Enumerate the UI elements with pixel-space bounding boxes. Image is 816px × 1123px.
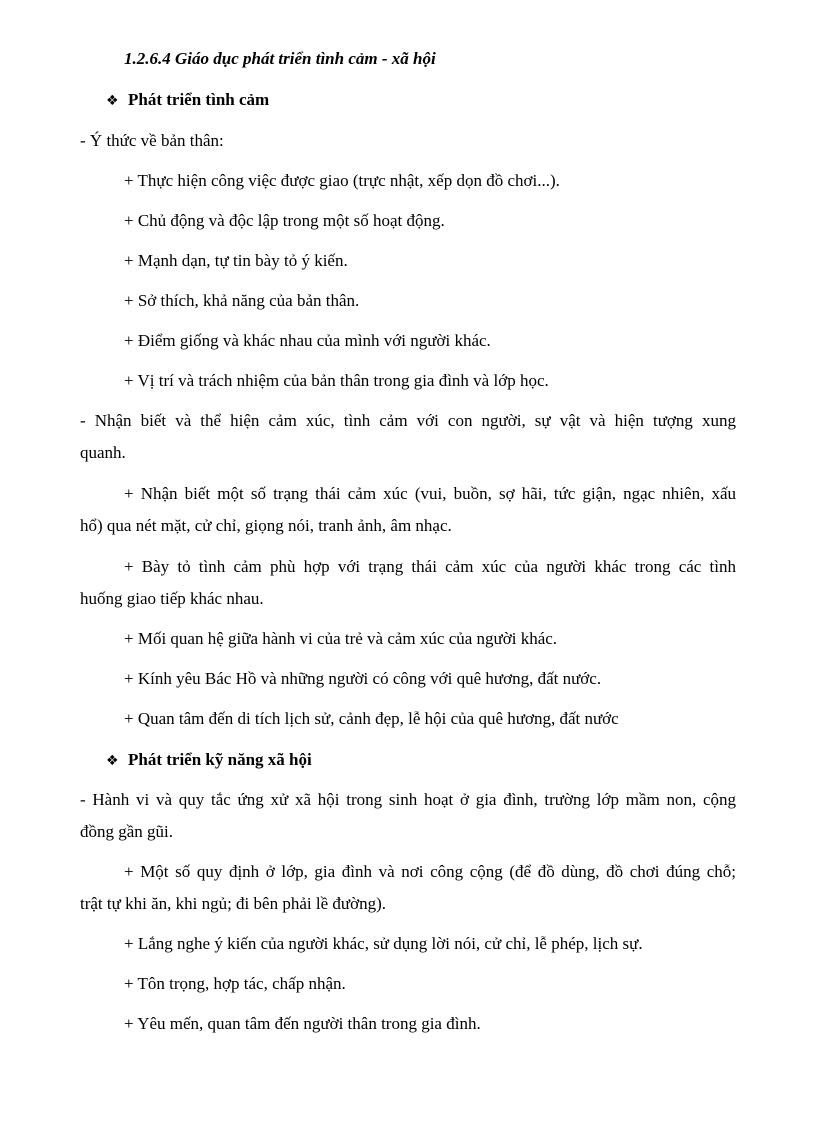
list-item-continuation: trật tự khi ăn, khi ngủ; đi bên phải lề đường).: [80, 894, 386, 913]
paragraph-line: - Nhận biết và thể hiện cảm xúc, tình cảm với con người, sự vật và hiện tượng xung: [80, 411, 736, 430]
paragraph-line: quanh.: [80, 443, 126, 462]
list-item: + Lắng nghe ý kiến của người khác, sử dụng lời nói, cử chỉ, lễ phép, lịch sự.: [124, 934, 643, 953]
list-item: + Mạnh dạn, tự tin bày tỏ ý kiến.: [124, 251, 348, 270]
list-item: + Tôn trọng, hợp tác, chấp nhận.: [124, 974, 346, 993]
list-item: + Một số quy định ở lớp, gia đình và nơi công cộng (để đồ dùng, đồ chơi đúng chỗ;: [124, 862, 736, 881]
diamond-bullet-icon: ❖: [106, 93, 119, 109]
list-item: + Điểm giống và khác nhau của mình với người khác.: [124, 331, 491, 350]
list-item-continuation: hổ) qua nét mặt, cử chỉ, giọng nói, tranh ảnh, âm nhạc.: [80, 516, 452, 535]
diamond-bullet-icon: ❖: [106, 753, 119, 769]
list-item: + Quan tâm đến di tích lịch sử, cảnh đẹp, lễ hội của quê hương, đất nước: [124, 709, 619, 728]
list-item: + Kính yêu Bác Hồ và những người có công với quê hương, đất nước.: [124, 669, 602, 688]
list-item: + Chủ động và độc lập trong một số hoạt động.: [124, 211, 445, 230]
list-item: + Bày tỏ tình cảm phù hợp với trạng thái cảm xúc của người khác trong các tình: [124, 557, 736, 576]
paragraph-line: - Ý thức về bản thân:: [80, 131, 224, 150]
list-item: + Mối quan hệ giữa hành vi của trẻ và cảm xúc của người khác.: [124, 629, 558, 648]
paragraph-line: đồng gần gũi.: [80, 822, 174, 841]
list-item: + Vị trí và trách nhiệm của bản thân trong gia đình và lớp học.: [124, 371, 549, 390]
list-item: + Yêu mến, quan tâm đến người thân trong gia đình.: [124, 1014, 481, 1033]
list-item: + Thực hiện công việc được giao (trực nhật, xếp dọn đồ chơi...).: [124, 171, 560, 190]
subsection-title: Phát triển tình cảm: [128, 90, 270, 109]
list-item-continuation: huống giao tiếp khác nhau.: [80, 589, 264, 608]
subsection-heading-emotion: [106, 89, 762, 112]
subsection-heading-social-skills: [106, 749, 762, 772]
section-title: 1.2.6.4 Giáo dục phát triển tình cảm - xã hội: [124, 49, 436, 68]
subsection-title: Phát triển kỹ năng xã hội: [128, 750, 312, 769]
list-item: + Nhận biết một số trạng thái cảm xúc (vui, buồn, sợ hãi, tức giận, ngạc nhiên, xấu: [124, 484, 736, 503]
list-item: + Sở thích, khả năng của bản thân.: [124, 291, 360, 310]
paragraph-line: - Hành vi và quy tắc ứng xử xã hội trong sinh hoạt ở gia đình, trường lớp mầm non, cộng: [80, 790, 736, 809]
